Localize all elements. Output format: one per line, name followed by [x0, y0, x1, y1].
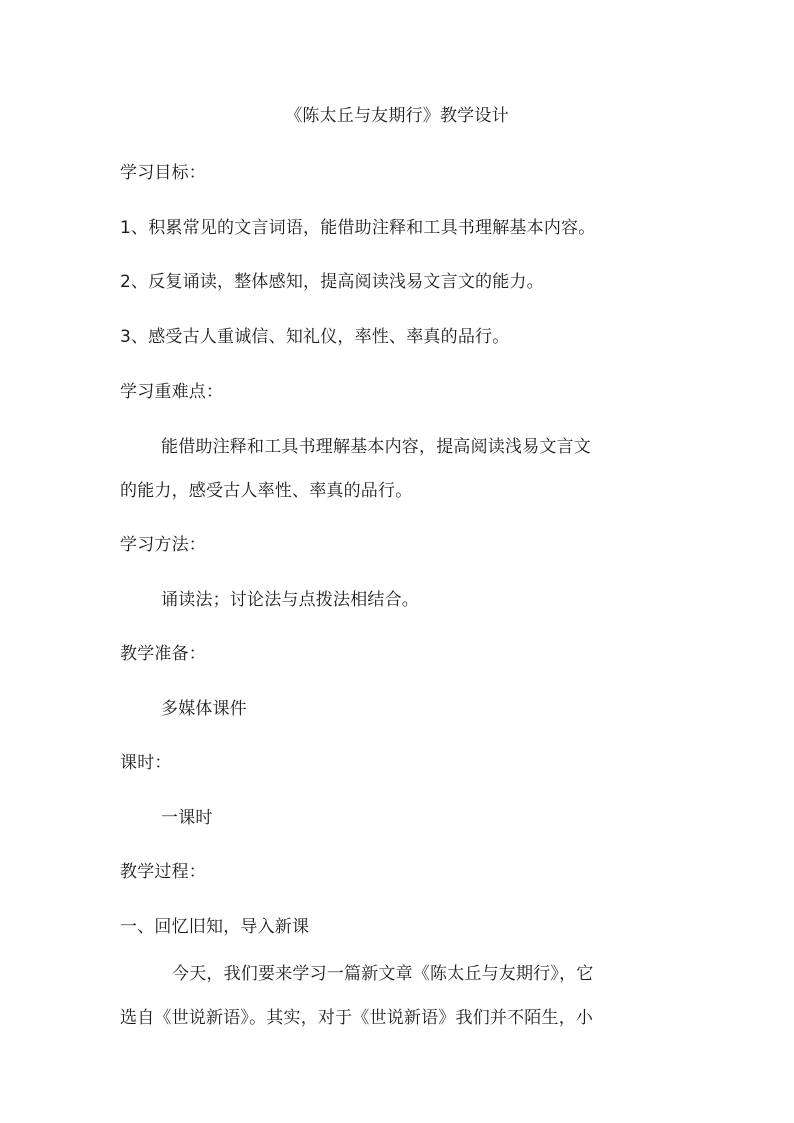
- prep-heading: 教学准备：: [120, 644, 206, 664]
- period-heading: 课时：: [120, 753, 172, 773]
- keypoints-text-line-2: 的能力，感受古人率性、率真的品行。: [120, 481, 413, 501]
- document-title: 《陈太丘与友期行》教学设计: [285, 106, 509, 126]
- methods-heading: 学习方法：: [120, 535, 206, 555]
- prep-text: 多媒体课件: [161, 699, 247, 719]
- process-heading: 教学过程：: [120, 862, 206, 882]
- step1-text-line-1: 今天，我们要来学习一篇新文章《陈太丘与友期行》，它: [172, 964, 594, 984]
- objective-item-3: 3、感受古人重诚信、知礼仪，率性、率真的品行。: [120, 327, 510, 347]
- period-text: 一课时: [161, 808, 213, 828]
- keypoints-text-line-1: 能借助注释和工具书理解基本内容，提高阅读浅易文言文: [161, 437, 591, 457]
- objectives-heading: 学习目标：: [120, 163, 206, 183]
- objective-item-2: 2、反复诵读，整体感知，提高阅读浅易文言文的能力。: [120, 272, 544, 292]
- keypoints-heading: 学习重难点：: [120, 382, 224, 402]
- step1-heading: 一、回忆旧知，导入新课: [120, 917, 310, 937]
- methods-text: 诵读法；讨论法与点拨法相结合。: [161, 590, 419, 610]
- objective-item-1: 1、积累常见的文言词语，能借助注释和工具书理解基本内容。: [120, 218, 596, 238]
- step1-text-line-2: 选自《世说新语》。其实，对于《世说新语》我们并不陌生，小: [120, 1008, 594, 1028]
